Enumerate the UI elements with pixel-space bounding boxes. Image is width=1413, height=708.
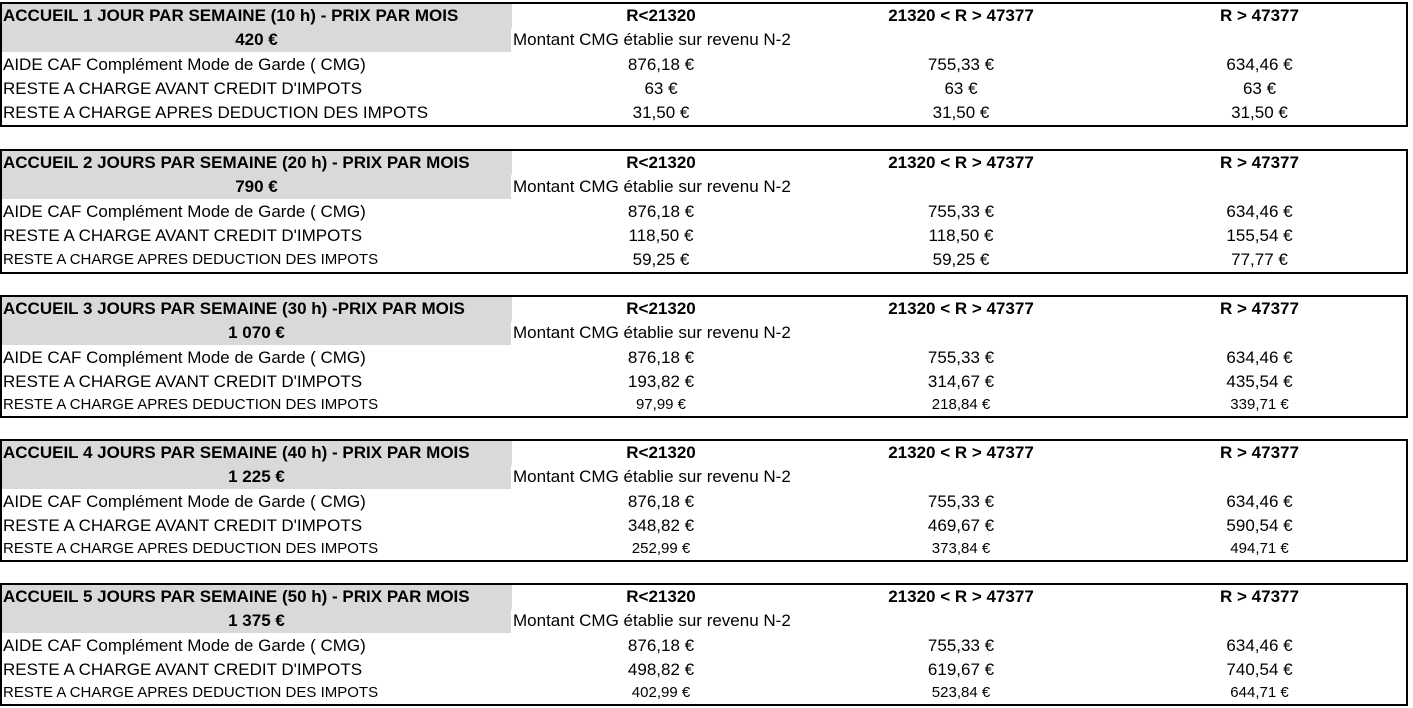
value-cell: 77,77 € [1231, 250, 1288, 269]
column-header-low-income: R<21320 [626, 299, 696, 318]
value-cell: 634,46 € [1226, 492, 1293, 511]
value-cell: 619,67 € [927, 660, 995, 679]
value-cell: 59,25 € [632, 250, 690, 269]
column-header-low-income: R<21320 [626, 443, 696, 462]
value-cell: 634,46 € [1226, 636, 1293, 655]
cmg-note: Montant CMG établie sur revenu N-2 [513, 611, 791, 630]
pricing-block-2days [0, 149, 1408, 274]
monthly-price: 1 375 € [2, 609, 511, 633]
value-cell: 339,71 € [1230, 396, 1289, 413]
column-header-low-income: R<21320 [626, 153, 696, 172]
value-cell: 348,82 € [627, 516, 695, 535]
monthly-price: 1 225 € [2, 465, 511, 489]
value-cell: 876,18 € [627, 492, 695, 511]
block-title: ACCUEIL 1 JOUR PAR SEMAINE (10 h) - PRIX PAR MOIS [2, 4, 512, 28]
column-header-high-income: R > 47377 [1220, 6, 1299, 25]
pricing-block-4days [0, 439, 1408, 562]
block-header-row [2, 151, 1406, 175]
value-cell: 155,54 € [1226, 226, 1293, 245]
column-header-mid-income: 21320 < R > 47377 [888, 153, 1034, 172]
pricing-block-5days [0, 583, 1408, 706]
price-row [2, 175, 1406, 199]
price-row [2, 609, 1406, 633]
table-row-before-tax [2, 77, 1406, 101]
value-cell: 523,84 € [931, 684, 991, 701]
table-row-before-tax [2, 514, 1406, 538]
value-cell: 59,25 € [932, 250, 990, 269]
value-cell: 876,18 € [627, 202, 695, 221]
table-row-after-tax [2, 537, 1406, 561]
cmg-note: Montant CMG établie sur revenu N-2 [513, 467, 791, 486]
column-header-mid-income: 21320 < R > 47377 [888, 6, 1034, 25]
price-row [2, 465, 1406, 489]
price-row [2, 28, 1406, 52]
value-cell: 118,50 € [628, 226, 694, 245]
row-label: AIDE CAF Complément Mode de Garde ( CMG) [3, 636, 366, 655]
value-cell: 634,46 € [1226, 202, 1293, 221]
value-cell: 740,54 € [1226, 660, 1293, 679]
table-row-cmg-aid [2, 200, 1406, 224]
value-cell: 63 € [1242, 79, 1277, 98]
column-header-high-income: R > 47377 [1220, 443, 1299, 462]
block-title: ACCUEIL 2 JOURS PAR SEMAINE (20 h) - PRIX PAR MOIS [2, 151, 512, 175]
monthly-price: 420 € [2, 28, 511, 52]
value-cell: 755,33 € [927, 348, 995, 367]
table-row-before-tax [2, 658, 1406, 682]
value-cell: 755,33 € [927, 492, 995, 511]
value-cell: 876,18 € [627, 55, 695, 74]
cmg-note: Montant CMG établie sur revenu N-2 [513, 323, 791, 342]
value-cell: 755,33 € [927, 55, 995, 74]
value-cell: 314,67 € [927, 372, 995, 391]
block-header-row [2, 585, 1406, 609]
cmg-note: Montant CMG établie sur revenu N-2 [513, 30, 791, 49]
column-header-low-income: R<21320 [626, 6, 696, 25]
value-cell: 63 € [944, 79, 978, 98]
monthly-price: 1 070 € [2, 321, 511, 345]
value-cell: 634,46 € [1226, 348, 1293, 367]
column-header-low-income: R<21320 [626, 587, 696, 606]
table-row-after-tax [2, 393, 1406, 417]
row-label: AIDE CAF Complément Mode de Garde ( CMG) [3, 348, 366, 367]
row-label: RESTE A CHARGE APRES DEDUCTION DES IMPOTS [3, 684, 379, 701]
row-label: RESTE A CHARGE AVANT CREDIT D'IMPOTS [3, 79, 363, 98]
value-cell: 218,84 € [931, 396, 991, 413]
value-cell: 494,71 € [1230, 540, 1289, 557]
column-header-high-income: R > 47377 [1220, 299, 1299, 318]
table-row-after-tax [2, 101, 1406, 125]
table-row-cmg-aid [2, 346, 1406, 370]
table-row-before-tax [2, 224, 1406, 248]
value-cell: 97,99 € [635, 396, 687, 413]
pricing-block-1day [0, 2, 1408, 127]
column-header-high-income: R > 47377 [1220, 587, 1299, 606]
value-cell: 435,54 € [1226, 372, 1293, 391]
row-label: RESTE A CHARGE APRES DEDUCTION DES IMPOTS [3, 251, 379, 268]
value-cell: 31,50 € [1231, 103, 1288, 122]
value-cell: 644,71 € [1230, 684, 1289, 701]
price-row [2, 321, 1406, 345]
value-cell: 876,18 € [627, 348, 695, 367]
table-row-cmg-aid [2, 634, 1406, 658]
row-label: RESTE A CHARGE APRES DEDUCTION DES IMPOTS [3, 540, 379, 557]
row-label: AIDE CAF Complément Mode de Garde ( CMG) [3, 55, 366, 74]
block-title: ACCUEIL 4 JOURS PAR SEMAINE (40 h) - PRIX PAR MOIS [2, 441, 512, 465]
table-row-after-tax [2, 681, 1406, 705]
column-header-high-income: R > 47377 [1220, 153, 1299, 172]
column-header-mid-income: 21320 < R > 47377 [888, 443, 1034, 462]
value-cell: 252,99 € [631, 540, 691, 557]
row-label: RESTE A CHARGE AVANT CREDIT D'IMPOTS [3, 660, 363, 679]
value-cell: 755,33 € [927, 202, 995, 221]
row-label: RESTE A CHARGE APRES DEDUCTION DES IMPOTS [3, 396, 379, 413]
row-label: RESTE A CHARGE AVANT CREDIT D'IMPOTS [3, 226, 363, 245]
block-header-row [2, 441, 1406, 465]
block-title: ACCUEIL 5 JOURS PAR SEMAINE (50 h) - PRIX PAR MOIS [2, 585, 512, 609]
block-header-row [2, 4, 1406, 28]
row-label: AIDE CAF Complément Mode de Garde ( CMG) [3, 492, 366, 511]
block-header-row [2, 297, 1406, 321]
row-label: AIDE CAF Complément Mode de Garde ( CMG) [3, 202, 366, 221]
value-cell: 118,50 € [928, 226, 994, 245]
value-cell: 755,33 € [927, 636, 995, 655]
table-row-cmg-aid [2, 490, 1406, 514]
value-cell: 402,99 € [631, 684, 691, 701]
value-cell: 634,46 € [1226, 55, 1293, 74]
value-cell: 193,82 € [627, 372, 695, 391]
value-cell: 876,18 € [627, 636, 695, 655]
value-cell: 590,54 € [1226, 516, 1293, 535]
table-row-after-tax [2, 248, 1406, 272]
table-row-before-tax [2, 370, 1406, 394]
value-cell: 31,50 € [932, 103, 990, 122]
row-label: RESTE A CHARGE AVANT CREDIT D'IMPOTS [3, 516, 363, 535]
table-row-cmg-aid [2, 53, 1406, 77]
pricing-block-3days [0, 295, 1408, 418]
cmg-note: Montant CMG établie sur revenu N-2 [513, 177, 791, 196]
column-header-mid-income: 21320 < R > 47377 [888, 587, 1034, 606]
value-cell: 63 € [644, 79, 678, 98]
value-cell: 31,50 € [632, 103, 690, 122]
value-cell: 469,67 € [927, 516, 995, 535]
value-cell: 373,84 € [931, 540, 991, 557]
monthly-price: 790 € [2, 175, 511, 199]
block-title: ACCUEIL 3 JOURS PAR SEMAINE (30 h) -PRIX PAR MOIS [2, 297, 512, 321]
row-label: RESTE A CHARGE APRES DEDUCTION DES IMPOTS [3, 103, 429, 122]
value-cell: 498,82 € [627, 660, 695, 679]
column-header-mid-income: 21320 < R > 47377 [888, 299, 1034, 318]
row-label: RESTE A CHARGE AVANT CREDIT D'IMPOTS [3, 372, 363, 391]
